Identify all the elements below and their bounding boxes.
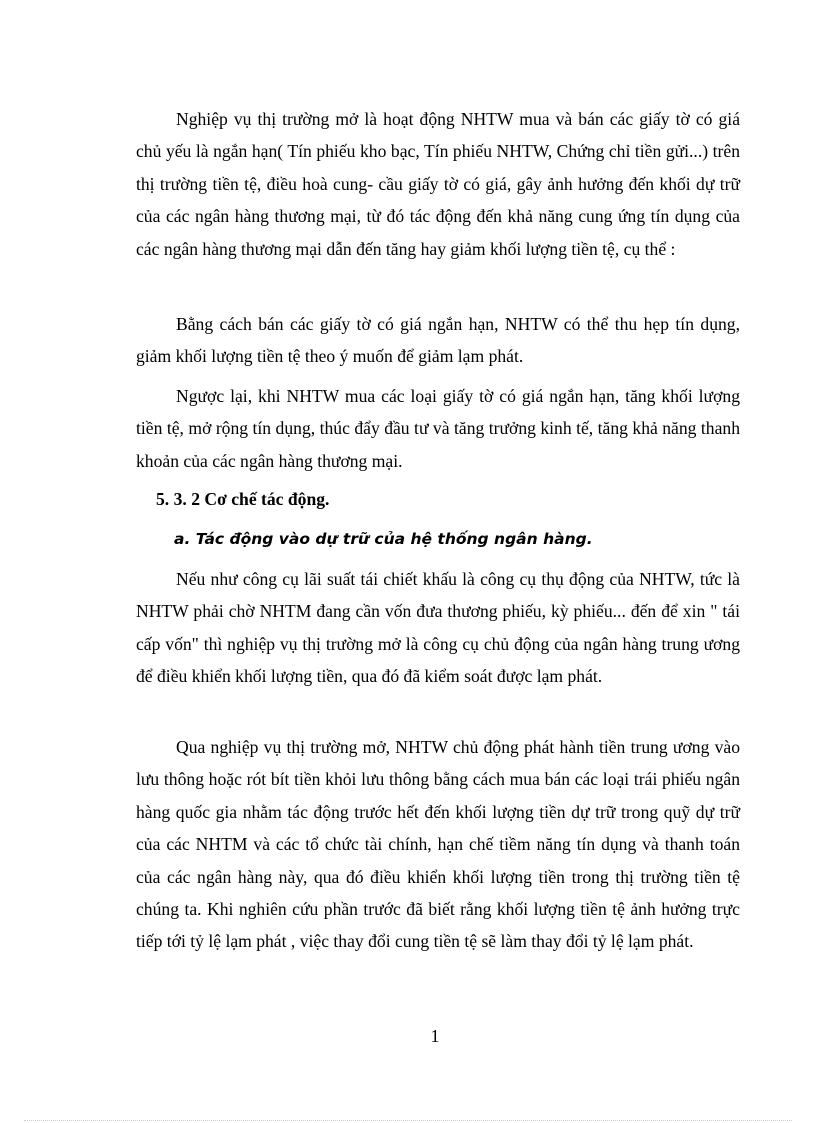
- paragraph-selling-securities: Bằng cách bán các giấy tờ có giá ngắn hạn, NHTW có thể thu hẹp tín dụng, giảm khối lượng tiền tệ theo ý muốn để giảm lạm phát.: [136, 314, 740, 367]
- paragraph-rediscount-comparison: Nếu như công cụ lãi suất tái chiết khấu là công cụ thụ động của NHTW, tức là NHTW phải chờ NHTM đang cần vốn đưa thương phiếu, kỳ phiếu... đến để xin " tái cấp vốn" thì nghiệp vụ thị trường mở là công cụ chủ động của ngân hàng trung ương để điều khiển khối lượng tiền, qua đó đã kiểm soát được lạm phát.: [136, 569, 740, 687]
- paragraph-open-market-definition: Nghiệp vụ thị trường mở là hoạt động NHTW mua và bán các giấy tờ có giá chủ yếu là ngắn hạn( Tín phiếu kho bạc, Tín phiếu NHTW, Chứng chỉ tiền gửi...) trên thị trường tiền tệ, điều hoà cung- cầu giấy tờ có giá, gây ảnh hưởng đến khối dự trữ của các ngân hàng thương mại, từ đó tác động đến khả năng cung ứng tín dụng của các ngân hàng thương mại dẫn đến tăng hay giảm khối lượng tiền tệ, cụ thể :: [136, 109, 740, 259]
- page-bottom-divider: [24, 1120, 792, 1121]
- subsection-heading: a. Tác động vào dự trữ của hệ thống ngân hàng.: [174, 530, 593, 548]
- paragraph-open-market-mechanism: Qua nghiệp vụ thị trường mở, NHTW chủ động phát hành tiền trung ương vào lưu thông hoặc rót bít tiền khỏi lưu thông bằng cách mua bán các loại trái phiếu ngân hàng quốc gia nhằm tác động trước hết đến khối lượng tiền dự trữ trong quỹ dự trữ của các NHTM và các tổ chức tài chính, hạn chế tiềm năng tín dụng và thanh toán của các ngân hàng này, qua đó điều khiển khối lượng tiền trong thị trường tiền tệ chúng ta. Khi nghiên cứu phần trước đã biết rằng khối lượng tiền tệ ảnh hưởng trực tiếp tới tỷ lệ lạm phát , việc thay đổi cung tiền tệ sẽ làm thay đổi tỷ lệ lạm phát.: [136, 737, 740, 952]
- paragraph-buying-securities: Ngược lại, khi NHTW mua các loại giấy tờ có giá ngắn hạn, tăng khối lượng tiền tệ, mở rộng tín dụng, thúc đẩy đầu tư và tăng trưởng kinh tế, tăng khả năng thanh khoản của các ngân hàng thương mại.: [136, 386, 740, 471]
- page-number: 1: [430, 1026, 440, 1046]
- section-heading: 5. 3. 2 Cơ chế tác động.: [156, 489, 330, 509]
